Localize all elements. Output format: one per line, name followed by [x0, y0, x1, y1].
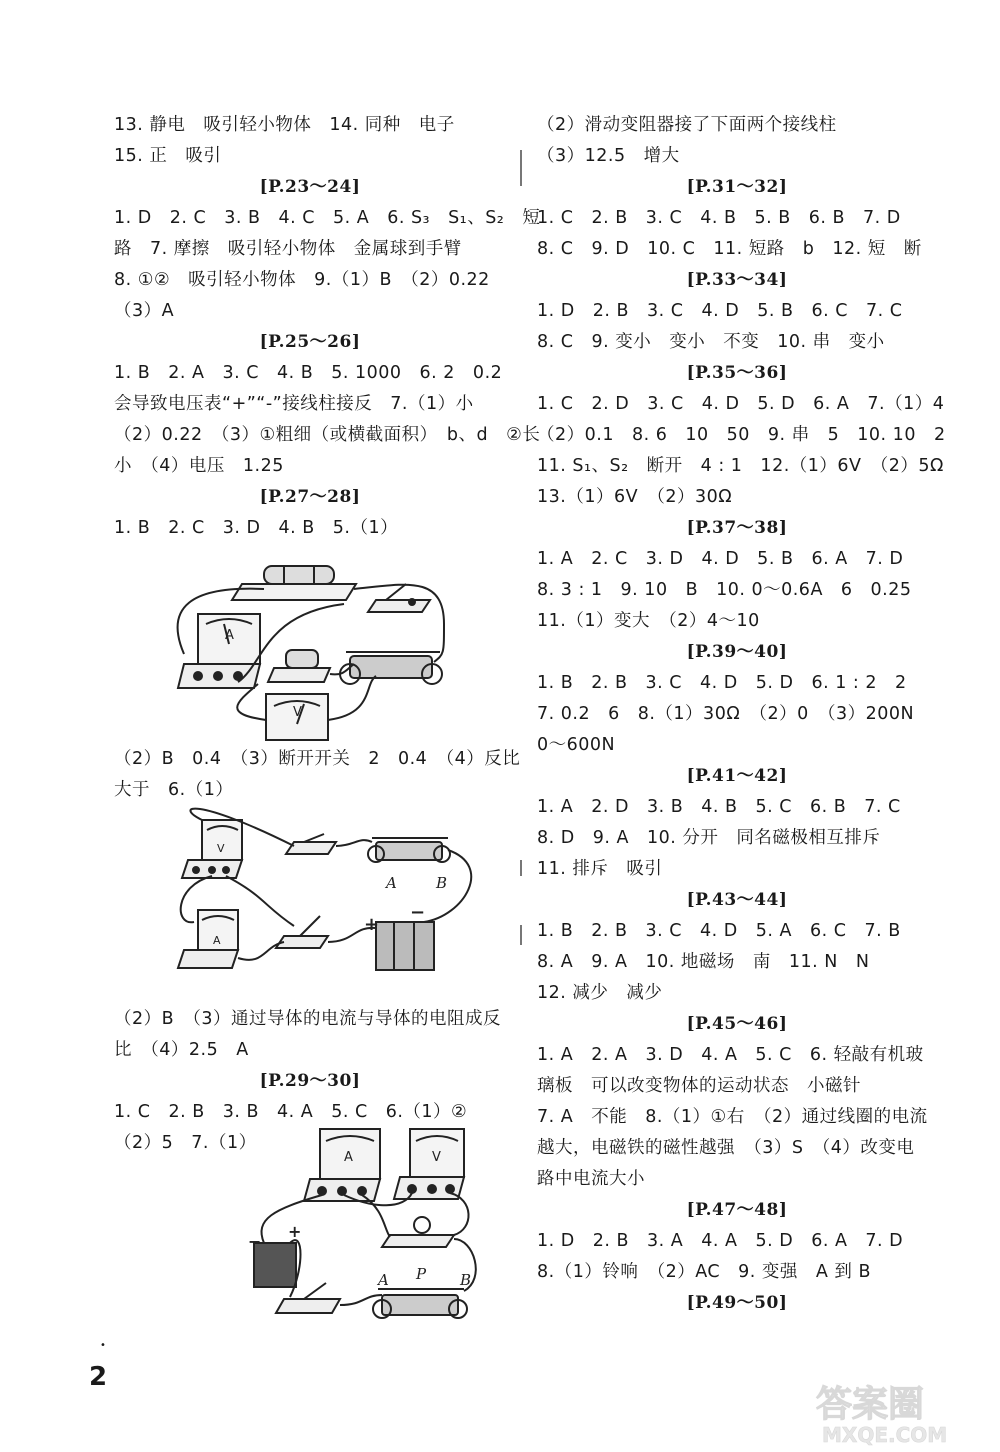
battery-minus-label: −	[410, 902, 426, 923]
answer-line: 1. D 2. B 3. A 4. A 5. D 6. A 7. D	[537, 1231, 904, 1251]
answer-line: 8.（1）铃响 （2）AC 9. 变强 A 到 B	[537, 1262, 871, 1282]
terminal-b-label: B	[460, 1271, 472, 1289]
answer-line: 璃板 可以改变物体的运动状态 小磁针	[537, 1076, 861, 1096]
answer-line: 7. 0.2 6 8.（1）30Ω （2）0 （3）200N	[537, 704, 915, 724]
section-header: [P.45～46]	[686, 1014, 788, 1034]
svg-text:V: V	[432, 1150, 441, 1165]
svg-text:V: V	[217, 842, 225, 855]
margin-mark	[520, 925, 522, 945]
section-header: [P.31～32]	[686, 177, 788, 197]
watermark-title: 答案圈	[816, 1384, 925, 1425]
section-header: [P.27～28]	[259, 487, 361, 507]
watermark-logo	[812, 1378, 992, 1448]
circuit-figure-3	[114, 1119, 506, 1289]
section-header: [P.29～30]	[259, 1071, 361, 1091]
answer-line: 1. C 2. B 3. B 4. A 5. C 6.（1）②	[114, 1102, 468, 1122]
answer-line: 越大，电磁铁的磁性越强 （3）S （4）改变电	[537, 1138, 915, 1158]
answer-line: 0～600N	[537, 735, 616, 755]
circuit-diagram-1	[114, 544, 506, 744]
left-column	[114, 110, 541, 1289]
answer-line: 11.（1）变大 （2）4～10	[537, 611, 760, 631]
circuit-diagram-2	[114, 806, 506, 1004]
answer-line: 13. 静电 吸引轻小物体 14. 同种 电子	[114, 115, 455, 135]
section-header: [P.33～34]	[686, 270, 788, 290]
answer-line: 1. D 2. C 3. B 4. C 5. A 6. S₃ S₁、S₂ 短	[114, 208, 541, 228]
answer-line: （2）5 7.（1）	[114, 1133, 257, 1153]
answer-line: （2）0.1 8. 6 10 50 9. 串 5 10. 10 2	[537, 425, 946, 445]
answer-line: 11. S₁、S₂ 断开 4 : 1 12.（1）6V （2）5Ω	[537, 456, 944, 476]
circuit-figure-2	[114, 806, 506, 1004]
answer-line: 1. C 2. D 3. C 4. D 5. D 6. A 7.（1）4	[537, 394, 945, 414]
section-header: [P.23～24]	[259, 177, 361, 197]
answer-line: （3）A	[114, 301, 175, 321]
circuit-diagram-3	[114, 1119, 506, 1319]
watermark-url: MXQE.COM	[822, 1423, 948, 1447]
answer-line: 比 （4）2.5 A	[114, 1040, 249, 1060]
svg-text:A: A	[344, 1150, 353, 1165]
slider-p-label: P	[416, 1265, 427, 1283]
answer-line: 8. ①② 吸引轻小物体 9.（1）B （2）0.22	[114, 270, 490, 290]
section-header: [P.49～50]	[686, 1293, 788, 1313]
answer-line: 大于 6.（1）	[114, 780, 234, 800]
terminal-a-label: A	[378, 1271, 389, 1289]
answer-line: 8. A 9. A 10. 地磁场 南 11. N N	[537, 952, 870, 972]
battery-plus-label: +	[364, 914, 380, 935]
answer-line: 1. B 2. A 3. C 4. B 5. 1000 6. 2 0.2	[114, 363, 503, 383]
right-column	[537, 110, 946, 1319]
battery-minus-label: −	[248, 1232, 262, 1251]
answer-line: 会导致电压表“+”“-”接线柱接反 7.（1）小	[114, 394, 474, 414]
section-header: [P.39～40]	[686, 642, 788, 662]
section-header: [P.37～38]	[686, 518, 788, 538]
answer-line: 1. D 2. B 3. C 4. D 5. B 6. C 7. C	[537, 301, 903, 321]
answer-line: 8. C 9. 变小 变小 不变 10. 串 变小	[537, 332, 885, 352]
page-number: 2	[89, 1362, 108, 1392]
answer-line: （2）0.22 （3）①粗细（或横截面积） b、d ②长	[114, 425, 541, 445]
answer-line: 路 7. 摩擦 吸引轻小物体 金属球到手臂	[114, 239, 462, 259]
svg-text:A: A	[213, 934, 221, 947]
section-header: [P.25～26]	[259, 332, 361, 352]
terminal-b-label: B	[436, 874, 448, 892]
answer-line: 路中电流大小	[537, 1169, 645, 1189]
section-header: [P.41～42]	[686, 766, 788, 786]
answer-line: 8. C 9. D 10. C 11. 短路 b 12. 短 断	[537, 239, 922, 259]
answer-line: 11. 排斥 吸引	[537, 859, 663, 879]
dot-mark: •	[100, 1340, 106, 1351]
answer-line: 8. D 9. A 10. 分开 同名磁极相互排斥	[537, 828, 881, 848]
margin-mark	[520, 150, 522, 186]
answer-line: 1. A 2. D 3. B 4. B 5. C 6. B 7. C	[537, 797, 901, 817]
section-header: [P.43～44]	[686, 890, 788, 910]
answer-line: 1. B 2. B 3. C 4. D 5. D 6. 1 : 2 2	[537, 673, 907, 693]
answer-line: （2）B 0.4 （3）断开开关 2 0.4 （4）反比	[114, 749, 521, 769]
answer-line: 1. B 2. C 3. D 4. B 5.（1）	[114, 518, 399, 538]
section-header: [P.47～48]	[686, 1200, 788, 1220]
battery-plus-label: +	[288, 1222, 302, 1241]
circuit-figure-1	[114, 544, 506, 744]
terminal-a-label: A	[386, 874, 397, 892]
answer-line: 小 （4）电压 1.25	[114, 456, 284, 476]
margin-mark	[520, 860, 522, 876]
svg-text:V: V	[293, 705, 302, 720]
answer-line: 7. A 不能 8.（1）①右 （2）通过线圈的电流	[537, 1107, 928, 1127]
answer-line: 1. A 2. C 3. D 4. D 5. B 6. A 7. D	[537, 549, 904, 569]
svg-text:A: A	[225, 628, 234, 643]
answer-line: 12. 减少 减少	[537, 983, 663, 1003]
answer-line: 15. 正 吸引	[114, 146, 222, 166]
answer-line: 1. A 2. A 3. D 4. A 5. C 6. 轻敲有机玻	[537, 1045, 924, 1065]
answer-line: 1. C 2. B 3. C 4. B 5. B 6. B 7. D	[537, 208, 901, 228]
answer-line: 8. 3 : 1 9. 10 B 10. 0～0.6A 6 0.25	[537, 580, 912, 600]
answer-line: 1. B 2. B 3. C 4. D 5. A 6. C 7. B	[537, 921, 901, 941]
answer-line: 13.（1）6V （2）30Ω	[537, 487, 733, 507]
section-header: [P.35～36]	[686, 363, 788, 383]
answer-line: （2）滑动变阻器接了下面两个接线柱	[537, 115, 837, 135]
answer-line: （2）B （3）通过导体的电流与导体的电阻成反	[114, 1009, 502, 1029]
answer-line: （3）12.5 增大	[537, 146, 680, 166]
